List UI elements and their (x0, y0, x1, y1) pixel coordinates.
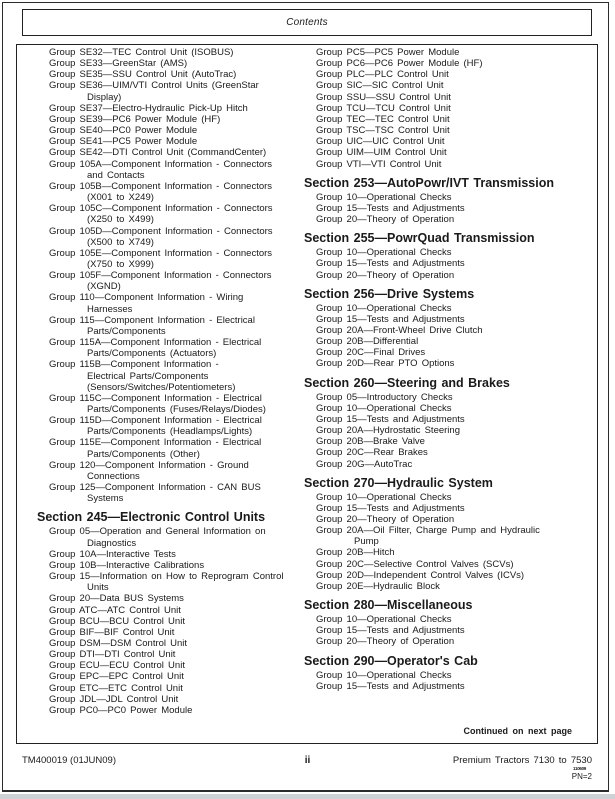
toc-entry (304, 80, 594, 91)
toc-entry (304, 336, 594, 347)
footer-doc-number: TM400019 (01JUN09) (22, 755, 116, 766)
toc-entry (304, 670, 594, 681)
toc-entry (304, 192, 594, 203)
toc-line: Group 10B—Interactive Calibrations (49, 559, 205, 571)
toc-line: Group 115B—Component Information - (49, 359, 219, 371)
toc-entry (304, 136, 594, 147)
toc-entry (304, 503, 594, 514)
toc-entry (37, 359, 303, 392)
toc-line: Group 10—Operational Checks (316, 402, 452, 414)
toc-line: Group 10—Operational Checks (316, 491, 452, 503)
toc-line: Group 20D—Rear PTO Options (316, 358, 455, 370)
toc-entry (37, 103, 303, 114)
toc-entry (37, 337, 303, 359)
toc-entry (37, 203, 303, 225)
toc-line: Parts/Components (Headlamps/Lights) (87, 426, 253, 438)
toc-entry (37, 80, 303, 102)
toc-entry (304, 114, 594, 125)
toc-line: Group 115E—Component Information - Electrical (49, 437, 262, 449)
toc-line: Parts/Components (Actuators) (87, 348, 217, 360)
toc-line: Group 10—Operational Checks (316, 191, 452, 203)
toc-entry (37, 460, 303, 482)
toc-section-heading: Section 253—AutoPowr/IVT Transmission (304, 175, 554, 190)
toc-line: Group 10A—Interactive Tests (49, 548, 176, 560)
toc-line: (X001 to X249) (87, 192, 154, 204)
toc-line: Group 105B—Component Information - Connectors (49, 180, 273, 192)
toc-line: Group 115C—Component Information - Electrical (49, 392, 262, 404)
toc-line: Group 10—Operational Checks (316, 669, 452, 681)
toc-line: Group 125—Component Information - CAN BUS (49, 482, 261, 494)
toc-line: Parts/Components (Other) (87, 448, 200, 460)
toc-entry (304, 414, 594, 425)
footer-page-number: ii (304, 755, 311, 766)
toc-line: Group 20C—Final Drives (316, 347, 426, 359)
toc-line: Group 20—Theory of Operation (316, 269, 455, 281)
toc-line: Electrical Parts/Components (87, 370, 209, 382)
toc-line: Group TCU—TCU Control Unit (316, 102, 451, 114)
toc-entry (304, 203, 594, 214)
toc-line: Group 15—Tests and Adjustments (316, 502, 465, 514)
toc-line: Group DSM—DSM Control Unit (49, 637, 188, 649)
toc-line: Group VTI—VTI Control Unit (316, 158, 442, 170)
toc-line: Group 15—Information on How to Reprogram Control (49, 571, 284, 583)
toc-line: Group SE40—PC0 Power Module (49, 125, 198, 137)
toc-line: Group 20—Data BUS Systems (49, 593, 184, 605)
contents-header-box (22, 9, 592, 36)
toc-line: Group 115A—Component Information - Electrical (49, 337, 262, 349)
toc-entry (304, 625, 594, 636)
toc-line: Group 105D—Component Information - Connectors (49, 225, 273, 237)
toc-entry (304, 559, 594, 570)
toc-entry (304, 547, 594, 558)
toc-entry (37, 114, 303, 125)
toc-entry (304, 514, 594, 525)
toc-entry (304, 270, 594, 281)
toc-entry (304, 392, 594, 403)
toc-line: Group SE41—PC5 Power Module (49, 136, 198, 148)
toc-line: Group 105A—Component Information - Connectors (49, 158, 273, 170)
toc-line: Group PC6—PC6 Power Module (HF) (316, 58, 483, 70)
toc-line: Group BCU—BCU Control Unit (49, 615, 185, 627)
toc-entry (37, 482, 303, 504)
toc-entry (304, 147, 594, 158)
toc-entry (37, 571, 303, 593)
footer-pn: PN=2 (571, 772, 592, 781)
toc-line: (XGND) (87, 281, 121, 293)
toc-entry (304, 214, 594, 225)
toc-entry (37, 47, 303, 58)
toc-entry (37, 147, 303, 158)
toc-line: Group 105C—Component Information - Connectors (49, 203, 273, 215)
toc-entry (37, 415, 303, 437)
toc-entry (37, 248, 303, 270)
toc-entry (37, 694, 303, 705)
toc-line: and Contacts (87, 169, 145, 181)
toc-entry (304, 403, 594, 414)
toc-line: Group SE35—SSU Control Unit (AutoTrac) (49, 69, 237, 81)
toc-line: Group SE32—TEC Control Unit (ISOBUS) (49, 47, 234, 58)
toc-line: Group 120—Component Information - Ground (49, 459, 249, 471)
toc-entry (37, 159, 303, 181)
scan-edge-strip (0, 794, 615, 799)
toc-line: Group TEC—TEC Control Unit (316, 113, 450, 125)
toc-entry (304, 447, 594, 458)
toc-entry (37, 69, 303, 80)
toc-line: Harnesses (87, 303, 133, 315)
toc-line: Group DTI—DTI Control Unit (49, 649, 176, 661)
toc-entry (37, 627, 303, 638)
toc-line: Group SSU—SSU Control Unit (316, 91, 451, 103)
toc-entry (37, 125, 303, 136)
toc-line: Group JDL—JDL Control Unit (49, 693, 179, 705)
toc-line: Group SE39—PC6 Power Module (HF) (49, 113, 221, 125)
toc-line: Group 05—Introductory Checks (316, 391, 453, 403)
toc-line: Pump (354, 536, 379, 548)
toc-entry (304, 69, 594, 80)
toc-entry (304, 358, 594, 369)
toc-line: (X500 to X749) (87, 236, 154, 248)
toc-entry (37, 705, 303, 716)
toc-entry (304, 325, 594, 336)
toc-line: Group UIC—UIC Control Unit (316, 136, 445, 148)
toc-entry (304, 159, 594, 170)
toc-entry (37, 649, 303, 660)
toc-entry (37, 593, 303, 604)
toc-line: Group 20B—Differential (316, 336, 419, 348)
toc-line: Group ECU—ECU Control Unit (49, 660, 185, 672)
toc-column-right (304, 47, 594, 692)
toc-entry (304, 103, 594, 114)
toc-entry (37, 560, 303, 571)
toc-line: Group 20A—Hydrostatic Steering (316, 425, 460, 437)
toc-line: Group ATC—ATC Control Unit (49, 604, 181, 616)
toc-line: Group ETC—ETC Control Unit (49, 682, 183, 694)
toc-line: Group PC0—PC0 Power Module (49, 704, 193, 716)
toc-line: Group 15—Tests and Adjustments (316, 625, 465, 637)
toc-line: Parts/Components (87, 325, 166, 337)
toc-line: Group 105F—Component Information - Connectors (49, 270, 272, 282)
toc-line: Group 15—Tests and Adjustments (316, 258, 465, 270)
toc-line: Group UIM—UIM Control Unit (316, 147, 447, 159)
toc-section-heading: Section 290—Operator's Cab (304, 653, 478, 668)
toc-entry (304, 681, 594, 692)
toc-entry (304, 525, 594, 547)
toc-entry (304, 636, 594, 647)
toc-line: Group 20B—Brake Valve (316, 436, 425, 448)
toc-line: Group TSC—TSC Control Unit (316, 125, 450, 137)
toc-entry (37, 683, 303, 694)
toc-section-heading: Section 260—Steering and Brakes (304, 375, 510, 390)
footer-manual-title: Premium Tractors 7130 to 7530 (452, 755, 592, 766)
toc-entry (304, 581, 594, 592)
toc-line: Group 10—Operational Checks (316, 302, 452, 314)
toc-line: Group 20—Theory of Operation (316, 514, 455, 525)
toc-line: (X250 to X499) (87, 214, 154, 226)
toc-entry (304, 492, 594, 503)
footer-print-code: 110609 (573, 766, 586, 771)
toc-entry (304, 125, 594, 136)
toc-line: (X750 to X999) (87, 258, 154, 270)
toc-entry (304, 258, 594, 269)
toc-entry (304, 614, 594, 625)
toc-line: Group 105E—Component Information - Connectors (49, 247, 273, 259)
toc-line: Display) (87, 91, 122, 103)
toc-line: Group SE37—Electro-Hydraulic Pick-Up Hitch (49, 102, 248, 114)
toc-line: Parts/Components (Fuses/Relays/Diodes) (87, 404, 266, 415)
toc-line: Group 20D—Independent Control Valves (ICVs) (316, 569, 525, 581)
toc-line: Systems (87, 493, 124, 505)
toc-line: Connections (87, 470, 140, 482)
toc-line: Group EPC—EPC Control Unit (49, 671, 184, 683)
toc-entry (37, 638, 303, 649)
toc-entry (37, 181, 303, 203)
toc-line: Group 20C—Selective Control Valves (SCVs) (316, 558, 514, 570)
toc-line: Group PC5—PC5 Power Module (316, 47, 460, 58)
toc-line: Group SIC—SIC Control Unit (316, 80, 444, 92)
toc-entry (304, 570, 594, 581)
toc-entry (37, 660, 303, 671)
toc-line: Group 20A—Oil Filter, Charge Pump and Hydraulic (316, 525, 540, 537)
toc-line: Group 115D—Component Information - Electrical (49, 415, 262, 427)
toc-entry (37, 437, 303, 459)
toc-entry (37, 616, 303, 627)
toc-line: Group 20C—Rear Brakes (316, 447, 428, 459)
toc-line: Group 20A—Front-Wheel Drive Clutch (316, 324, 483, 336)
toc-line: Group 15—Tests and Adjustments (316, 313, 465, 325)
toc-section-heading: Section 255—PowrQuad Transmission (304, 231, 535, 246)
toc-column-left (37, 47, 303, 716)
toc-line: Group 15—Tests and Adjustments (316, 413, 465, 425)
toc-entry (37, 671, 303, 682)
toc-entry (37, 270, 303, 292)
toc-entry (304, 436, 594, 447)
toc-line: Group 20B—Hitch (316, 547, 395, 559)
toc-line: (Sensors/Switches/Potentiometers) (87, 381, 236, 393)
toc-line: Group 15—Tests and Adjustments (316, 202, 465, 214)
toc-entry (37, 315, 303, 337)
toc-entry (37, 292, 303, 314)
toc-entry (37, 58, 303, 69)
toc-line: Group 20—Theory of Operation (316, 214, 455, 226)
toc-line: Units (87, 582, 109, 594)
toc-line: Diagnostics (87, 537, 137, 549)
toc-section-heading: Section 256—Drive Systems (304, 286, 475, 301)
toc-line: Group 15—Tests and Adjustments (316, 680, 465, 692)
toc-line: Group 20G—AutoTrac (316, 458, 413, 470)
toc-line: Group 10—Operational Checks (316, 247, 452, 259)
toc-entry (304, 247, 594, 258)
toc-line: Group 115—Component Information - Electrical (49, 314, 255, 326)
toc-line: Group 20—Theory of Operation (316, 636, 455, 648)
toc-entry (37, 136, 303, 147)
toc-entry (304, 92, 594, 103)
toc-line: Group PLC—PLC Control Unit (316, 69, 449, 81)
toc-line: Group SE33—GreenStar (AMS) (49, 58, 188, 70)
toc-entry (37, 393, 303, 415)
toc-entry (304, 47, 594, 58)
toc-entry (37, 526, 303, 548)
toc-entry (37, 549, 303, 560)
toc-entry (304, 347, 594, 358)
toc-entry (304, 303, 594, 314)
toc-line: Group SE36—UIM/VTI Control Units (GreenStar (49, 80, 259, 92)
page-title: Contents (286, 17, 328, 28)
toc-section-heading: Section 270—Hydraulic System (304, 475, 493, 490)
toc-entry (37, 226, 303, 248)
toc-entry (37, 605, 303, 616)
toc-line: Group SE42—DTI Control Unit (CommandCenter) (49, 147, 267, 159)
toc-line: Group 05—Operation and General Information on (49, 526, 266, 538)
toc-section-heading: Section 245—Electronic Control Units (37, 510, 266, 525)
toc-entry (304, 459, 594, 470)
toc-line: Group BIF—BIF Control Unit (49, 626, 175, 638)
toc-entry (304, 425, 594, 436)
toc-entry (304, 314, 594, 325)
toc-line: Group 20E—Hydraulic Block (316, 580, 440, 592)
continued-note: Continued on next page (463, 726, 572, 736)
toc-line: Group 110—Component Information - Wiring (49, 292, 244, 304)
toc-line: Group 10—Operational Checks (316, 614, 452, 626)
toc-entry (304, 58, 594, 69)
toc-section-heading: Section 280—Miscellaneous (304, 598, 473, 613)
